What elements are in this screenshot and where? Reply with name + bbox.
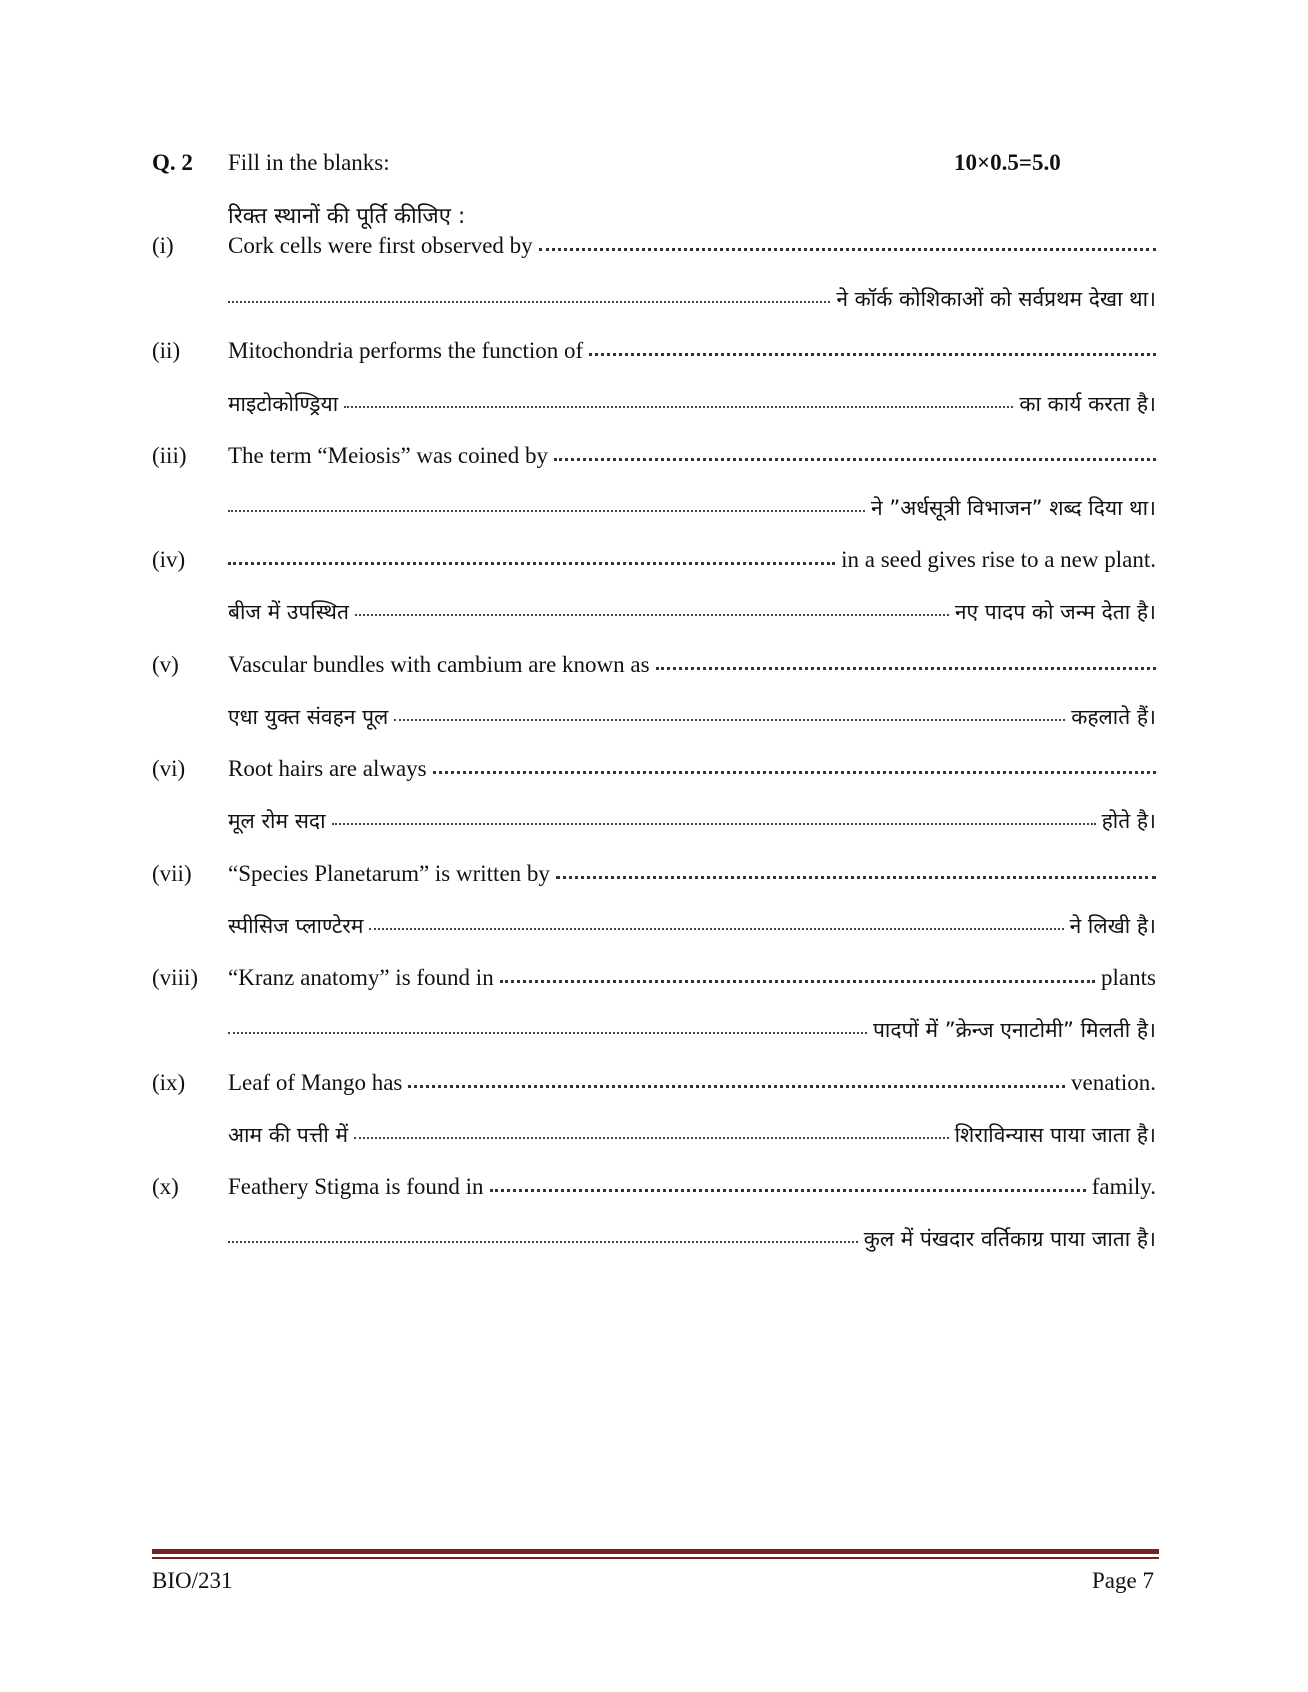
item-i-english	[152, 226, 1156, 266]
item-text-hindi: कुल में पंखदार वर्तिकाग्र पाया जाता है।	[863, 1227, 1156, 1251]
footer-rule-thin	[152, 1557, 1159, 1559]
item-text: Root hairs are always	[228, 756, 427, 781]
question-number: Q. 2	[152, 150, 193, 175]
item-suffix: in a seed gives rise to a new plant.	[841, 547, 1156, 572]
item-ix-english	[152, 1063, 1156, 1103]
item-text-hindi: कहलाते हैं।	[1071, 705, 1156, 729]
question-subtitle-hindi: रिक्त स्थानों की पूर्ति कीजिए :	[228, 204, 466, 229]
item-text-hindi: ने कॉर्क कोशिकाओं को सर्वप्रथम देखा था।	[836, 287, 1156, 311]
question-header	[152, 150, 1162, 190]
item-iii-hindi	[152, 488, 1156, 528]
item-number: (iv)	[152, 547, 186, 572]
answer-blank	[408, 1084, 1065, 1088]
item-vi-english	[152, 749, 1156, 789]
item-text: Vascular bundles with cambium are known as	[228, 652, 650, 677]
item-iv-hindi	[152, 592, 1156, 632]
item-text: Feathery Stigma is found in	[228, 1174, 484, 1199]
item-ix-hindi	[152, 1115, 1156, 1155]
item-text: Leaf of Mango has	[228, 1070, 403, 1095]
item-text: Mitochondria performs the function of	[228, 338, 584, 363]
item-ii-hindi	[152, 384, 1156, 424]
item-text-hindi: ने ”अर्धसूत्री विभाजन” शब्द दिया था।	[871, 496, 1156, 520]
item-i-hindi	[152, 279, 1156, 319]
item-text-hindi: नए पादप को जन्म देता है।	[954, 600, 1156, 624]
item-x-hindi	[152, 1219, 1156, 1259]
answer-blank	[556, 875, 1156, 879]
item-suffix: venation.	[1071, 1070, 1156, 1095]
item-number: (ii)	[152, 338, 181, 363]
answer-blank	[554, 457, 1156, 461]
item-number: (vii)	[152, 861, 192, 886]
item-number: (ix)	[152, 1070, 186, 1095]
item-text: “Kranz anatomy” is found in	[228, 965, 494, 990]
item-v-english	[152, 645, 1156, 685]
question-marks: 10×0.5=5.0	[954, 150, 1061, 175]
item-text-hindi: शिराविन्यास पाया जाता है।	[954, 1123, 1156, 1147]
answer-blank	[228, 561, 835, 565]
item-vi-hindi	[152, 801, 1156, 841]
answer-blank	[369, 927, 1063, 930]
item-viii-english	[152, 958, 1156, 998]
item-number: (i)	[152, 233, 174, 258]
item-suffix: plants	[1101, 965, 1156, 990]
item-number: (x)	[152, 1174, 179, 1199]
answer-blank	[228, 1240, 858, 1243]
answer-blank	[394, 718, 1065, 721]
item-number: (v)	[152, 652, 179, 677]
item-text-hindi: होते है।	[1101, 809, 1156, 833]
question-title: Fill in the blanks:	[228, 150, 390, 175]
item-iii-english	[152, 436, 1156, 476]
answer-blank	[332, 822, 1096, 825]
item-prefix-hindi: स्पीसिज प्लाण्टेरम	[228, 914, 364, 938]
answer-blank	[589, 352, 1156, 356]
item-prefix-hindi: माइटोकोण्ड्रिया	[228, 392, 339, 416]
item-text-hindi: पादपों में ”क्रेन्ज एनाटोमी” मिलती है।	[872, 1018, 1156, 1042]
item-prefix-hindi: मूल रोम सदा	[228, 809, 326, 833]
item-v-hindi	[152, 697, 1156, 737]
footer-rule	[152, 1549, 1159, 1554]
item-vii-hindi	[152, 906, 1156, 946]
item-text: “Species Planetarum” is written by	[228, 861, 550, 886]
item-viii-hindi	[152, 1010, 1156, 1050]
item-iv-english	[152, 540, 1156, 580]
item-prefix-hindi: एधा युक्त संवहन पूल	[228, 705, 389, 729]
answer-blank	[355, 613, 949, 616]
item-ii-english	[152, 331, 1156, 371]
item-text-hindi: ने लिखी है।	[1069, 914, 1156, 938]
answer-blank	[344, 405, 1013, 408]
answer-blank	[539, 247, 1156, 251]
item-number: (iii)	[152, 443, 187, 468]
answer-blank	[354, 1136, 949, 1139]
answer-blank	[656, 666, 1156, 670]
item-x-english	[152, 1167, 1156, 1207]
item-vii-english	[152, 854, 1156, 894]
answer-blank	[433, 770, 1156, 774]
answer-blank	[228, 1031, 867, 1034]
item-prefix-hindi: बीज में उपस्थित	[228, 600, 349, 624]
answer-blank	[228, 300, 830, 303]
item-text: The term “Meiosis” was coined by	[228, 443, 548, 468]
item-prefix-hindi: आम की पत्ती में	[228, 1123, 349, 1147]
answer-blank	[490, 1188, 1086, 1192]
answer-blank	[228, 509, 865, 512]
answer-blank	[500, 979, 1095, 983]
item-text-hindi: का कार्य करता है।	[1019, 392, 1156, 416]
item-suffix: family.	[1091, 1174, 1156, 1199]
footer-paper-code: BIO/231	[152, 1568, 233, 1593]
footer-page-number: Page 7	[1092, 1568, 1154, 1593]
item-text: Cork cells were first observed by	[228, 233, 533, 258]
item-number: (viii)	[152, 965, 198, 990]
item-number: (vi)	[152, 756, 186, 781]
